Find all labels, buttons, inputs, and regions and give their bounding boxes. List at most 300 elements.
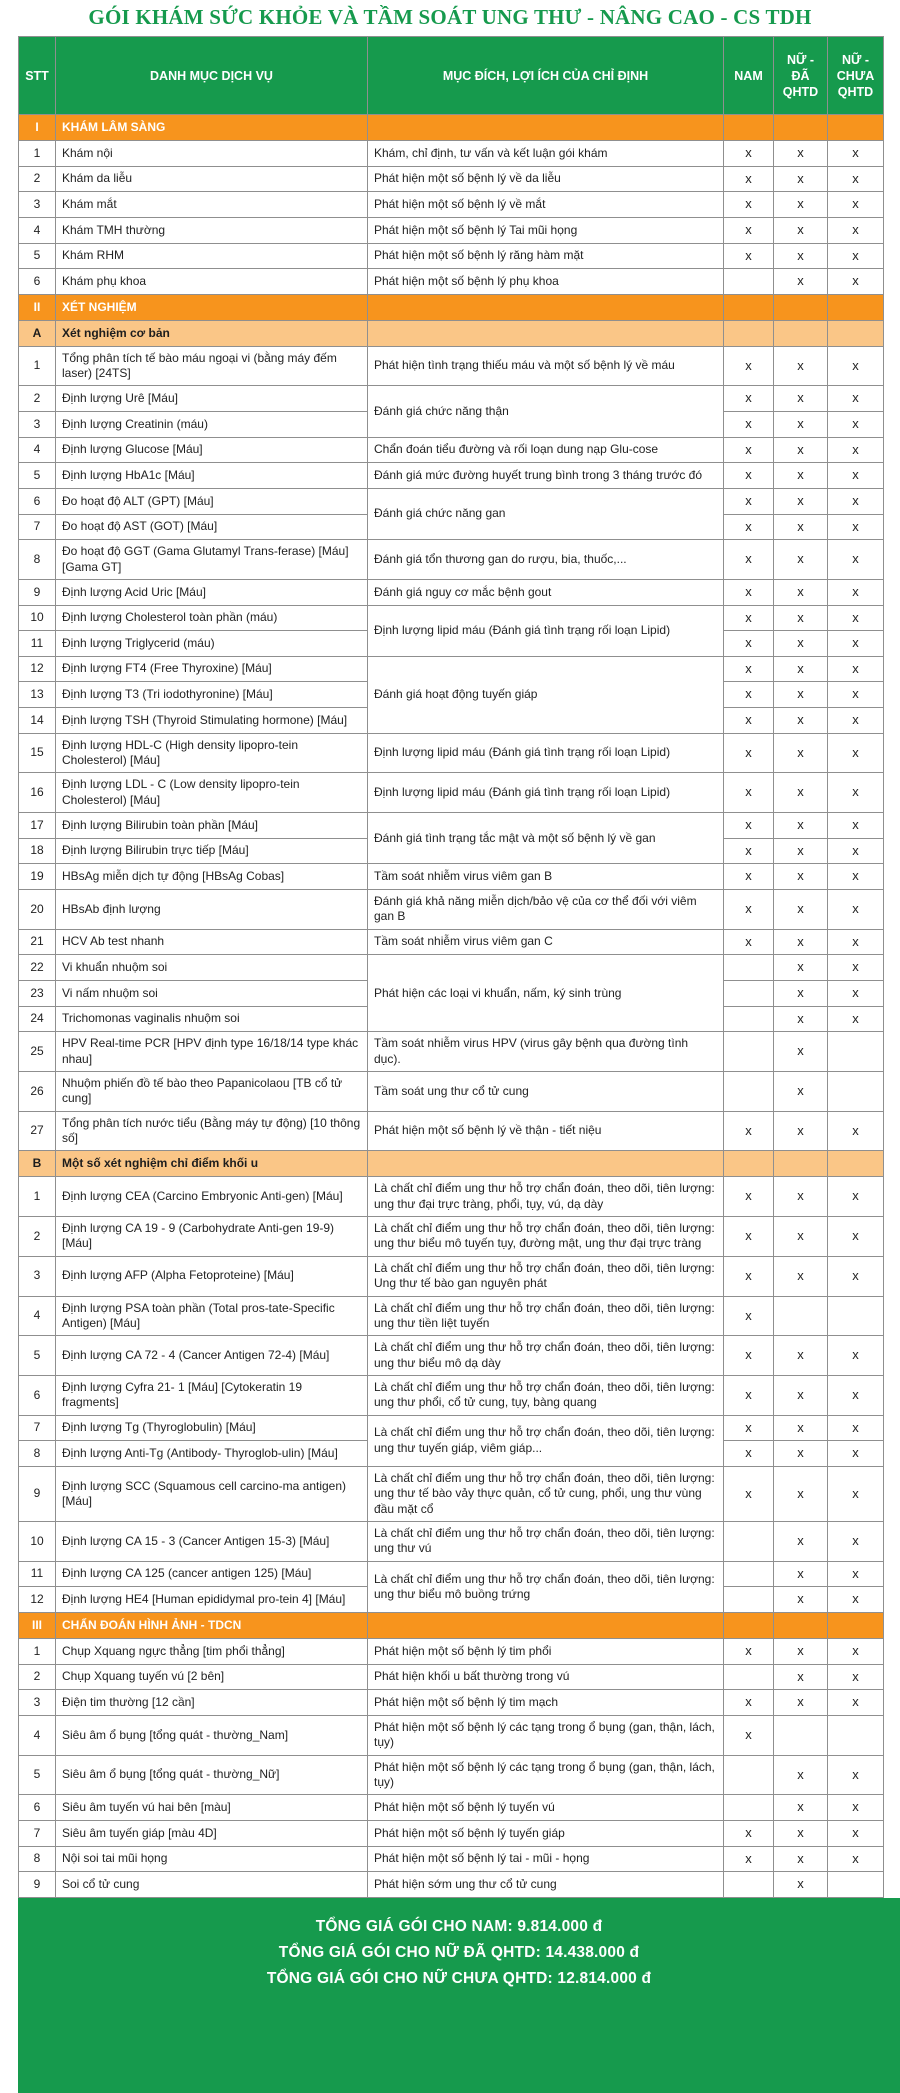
check-cell-nam: x [724,631,774,657]
service-cell: Định lượng Creatinin (máu) [56,412,368,438]
check-cell-nu-da-qhtd: x [774,1846,828,1872]
service-row [19,1638,884,1664]
table-header-row [19,37,884,115]
column-header-purpose: MỤC ĐÍCH, LỢI ÍCH CỦA CHỈ ĐỊNH [368,37,724,115]
check-cell-nu-da-qhtd: x [774,1441,828,1467]
service-table [18,36,884,1898]
check-cell-nu-chua-qhtd: x [828,166,884,192]
check-cell-nam: x [724,813,774,839]
service-cell: Định lượng PSA toàn phần (Total pros-tate-Specific Antigen) [Máu] [56,1296,368,1336]
service-row [19,488,884,514]
check-cell-nam [724,1664,774,1690]
stt-cell: 5 [19,1755,56,1795]
service-row [19,1111,884,1151]
purpose-cell: Đánh giá mức đường huyết trung bình trong 3 tháng trước đó [368,463,724,489]
check-cell-nam: x [724,1690,774,1716]
stt-cell: 4 [19,1715,56,1755]
check-cell-nam: x [724,656,774,682]
check-cell-nu-chua-qhtd: x [828,346,884,386]
section-label-cell: Xét nghiệm cơ bản [56,320,368,346]
stt-cell: 11 [19,1561,56,1587]
stt-cell: 21 [19,929,56,955]
stt-cell: 26 [19,1071,56,1111]
check-cell-nu-da-qhtd: x [774,1111,828,1151]
stt-cell: 1 [19,346,56,386]
check-cell-nu-chua-qhtd: x [828,412,884,438]
check-cell-nu-da-qhtd: x [774,141,828,167]
check-cell-nam: x [724,864,774,890]
check-cell-nu-chua-qhtd: x [828,437,884,463]
stt-cell: 13 [19,682,56,708]
section-empty-cell [368,320,724,346]
check-cell-nu-da-qhtd: x [774,192,828,218]
purpose-cell: Phát hiện khối u bất thường trong vú [368,1664,724,1690]
service-cell: Chụp Xquang tuyến vú [2 bên] [56,1664,368,1690]
service-cell: Định lượng HbA1c [Máu] [56,463,368,489]
check-cell-nu-da-qhtd: x [774,1177,828,1217]
service-cell: Định lượng CA 15 - 3 (Cancer Antigen 15-3) [Máu] [56,1522,368,1562]
check-cell-nu-chua-qhtd: x [828,1111,884,1151]
check-cell-nu-chua-qhtd: x [828,929,884,955]
check-cell-nam [724,955,774,981]
section-label-cell: KHÁM LÂM SÀNG [56,115,368,141]
purpose-cell: Tầm soát ung thư cổ tử cung [368,1071,724,1111]
check-cell-nu-da-qhtd: x [774,346,828,386]
purpose-cell: Phát hiện một số bệnh lý các tạng trong ổ bụng (gan, thận, lách, tụy) [368,1715,724,1755]
service-cell: Định lượng CA 19 - 9 (Carbohydrate Anti-gen 19-9) [Máu] [56,1217,368,1257]
service-cell: Đo hoạt độ AST (GOT) [Máu] [56,514,368,540]
service-row [19,1177,884,1217]
check-cell-nu-chua-qhtd: x [828,708,884,734]
check-cell-nu-da-qhtd: x [774,269,828,295]
check-cell-nu-da-qhtd: x [774,773,828,813]
table-header [19,37,884,115]
purpose-cell: Là chất chỉ điểm ung thư hỗ trợ chẩn đoán, theo dõi, tiên lượng: ung thư vú [368,1522,724,1562]
check-cell-nu-da-qhtd: x [774,955,828,981]
check-cell-nu-da-qhtd: x [774,1561,828,1587]
check-cell-nu-da-qhtd: x [774,579,828,605]
purpose-cell: Phát hiện một số bệnh lý tim mạch [368,1690,724,1716]
check-cell-nu-chua-qhtd [828,1071,884,1111]
section-empty-cell [724,1612,774,1638]
service-cell: Định lượng Tg (Thyroglobulin) [Máu] [56,1415,368,1441]
purpose-cell: Phát hiện sớm ung thư cổ tử cung [368,1872,724,1898]
check-cell-nam: x [724,579,774,605]
check-cell-nu-da-qhtd: x [774,386,828,412]
stt-cell: 23 [19,980,56,1006]
service-row [19,813,884,839]
check-cell-nam [724,1032,774,1072]
check-cell-nam [724,1561,774,1587]
stt-cell: 4 [19,437,56,463]
check-cell-nam: x [724,838,774,864]
section-empty-cell [724,294,774,320]
service-row [19,192,884,218]
service-row [19,1217,884,1257]
check-cell-nu-chua-qhtd: x [828,579,884,605]
check-cell-nu-chua-qhtd: x [828,1177,884,1217]
service-cell: Định lượng Cholesterol toàn phần (máu) [56,605,368,631]
purpose-cell: Phát hiện tình trạng thiếu máu và một số bệnh lý về máu [368,346,724,386]
check-cell-nam [724,980,774,1006]
service-row [19,1296,884,1336]
check-cell-nu-da-qhtd: x [774,838,828,864]
purpose-cell: Là chất chỉ điểm ung thư hỗ trợ chẩn đoán, theo dõi, tiên lượng: ung thư biểu mô buồng trứng [368,1561,724,1612]
purpose-cell: Đánh giá tổn thương gan do rượu, bia, thuốc,... [368,540,724,580]
check-cell-nam: x [724,733,774,773]
service-row [19,1690,884,1716]
column-header-nam: NAM [724,37,774,115]
stt-cell: 6 [19,1375,56,1415]
service-cell: Định lượng LDL - C (Low density lipopro-tein Cholesterol) [Máu] [56,773,368,813]
check-cell-nam: x [724,890,774,930]
service-cell: Siêu âm ổ bụng [tổng quát - thường_Nam] [56,1715,368,1755]
service-row [19,463,884,489]
check-cell-nu-chua-qhtd: x [828,631,884,657]
stt-cell: 8 [19,1441,56,1467]
service-cell: Đo hoạt độ ALT (GPT) [Máu] [56,488,368,514]
purpose-cell: Là chất chỉ điểm ung thư hỗ trợ chẩn đoán, theo dõi, tiên lượng: ung thư biểu mô tuyến tụy, đường mật, ung thư đại trực tràng [368,1217,724,1257]
service-cell: Định lượng SCC (Squamous cell carcino-ma antigen) [Máu] [56,1466,368,1521]
section-empty-cell [368,1612,724,1638]
service-cell: Tổng phân tích nước tiểu (Bằng máy tự động) [10 thông số] [56,1111,368,1151]
purpose-cell: Phát hiện một số bệnh lý về da liễu [368,166,724,192]
service-cell: Trichomonas vaginalis nhuộm soi [56,1006,368,1032]
service-cell: Đo hoạt độ GGT (Gama Glutamyl Trans-ferase) [Máu] [Gama GT] [56,540,368,580]
service-cell: HPV Real-time PCR [HPV định type 16/18/14 type khác nhau] [56,1032,368,1072]
check-cell-nam: x [724,243,774,269]
service-row [19,1795,884,1821]
section-empty-cell [724,320,774,346]
column-header-stt: STT [19,37,56,115]
stt-cell: 17 [19,813,56,839]
check-cell-nu-chua-qhtd [828,1872,884,1898]
check-cell-nu-chua-qhtd: x [828,980,884,1006]
section-empty-cell [774,115,828,141]
section-empty-cell [368,294,724,320]
service-cell: Định lượng CEA (Carcino Embryonic Anti-gen) [Máu] [56,1177,368,1217]
check-cell-nam: x [724,141,774,167]
service-row [19,1664,884,1690]
stt-cell: 7 [19,1415,56,1441]
purpose-cell: Là chất chỉ điểm ung thư hỗ trợ chẩn đoán, theo dõi, tiên lượng: ung thư tuyến giáp, viêm giáp... [368,1415,724,1466]
stt-cell: 15 [19,733,56,773]
stt-cell: 2 [19,1664,56,1690]
check-cell-nu-chua-qhtd: x [828,955,884,981]
service-row [19,1715,884,1755]
stt-cell: 25 [19,1032,56,1072]
check-cell-nam [724,1006,774,1032]
check-cell-nu-da-qhtd: x [774,1032,828,1072]
check-cell-nu-da-qhtd: x [774,1256,828,1296]
service-row [19,579,884,605]
check-cell-nam [724,1522,774,1562]
service-row [19,346,884,386]
purpose-cell: Phát hiện một số bệnh lý tuyến vú [368,1795,724,1821]
stt-cell: 9 [19,1872,56,1898]
check-cell-nam: x [724,929,774,955]
check-cell-nam: x [724,540,774,580]
total-price-nu-chua-qhtd: TỔNG GIÁ GÓI CHO NỮ CHƯA QHTD: 12.814.000 đ [266,1969,652,1987]
service-row [19,1466,884,1521]
service-cell: Khám nội [56,141,368,167]
service-cell: Định lượng Glucose [Máu] [56,437,368,463]
service-row [19,733,884,773]
stt-cell: 7 [19,1820,56,1846]
section-id-cell: III [19,1612,56,1638]
check-cell-nu-chua-qhtd: x [828,1375,884,1415]
service-cell: Định lượng T3 (Tri iodothyronine) [Máu] [56,682,368,708]
service-cell: Định lượng CA 125 (cancer antigen 125) [Máu] [56,1561,368,1587]
stt-cell: 5 [19,243,56,269]
check-cell-nu-da-qhtd: x [774,1638,828,1664]
check-cell-nu-da-qhtd: x [774,1217,828,1257]
check-cell-nu-chua-qhtd: x [828,141,884,167]
service-row [19,1872,884,1898]
service-cell: Định lượng Triglycerid (máu) [56,631,368,657]
check-cell-nam: x [724,514,774,540]
purpose-cell: Chẩn đoán tiểu đường và rối loạn dung nạp Glu-cose [368,437,724,463]
stt-cell: 3 [19,412,56,438]
purpose-cell: Phát hiện một số bệnh lý Tai mũi họng [368,217,724,243]
check-cell-nu-da-qhtd: x [774,733,828,773]
stt-cell: 10 [19,605,56,631]
check-cell-nu-chua-qhtd: x [828,1561,884,1587]
check-cell-nu-chua-qhtd: x [828,773,884,813]
service-row [19,929,884,955]
purpose-cell: Là chất chỉ điểm ung thư hỗ trợ chẩn đoán, theo dõi, tiên lượng: Ung thư tế bào gan nguyên phát [368,1256,724,1296]
check-cell-nu-chua-qhtd: x [828,682,884,708]
service-cell: Soi cổ tử cung [56,1872,368,1898]
service-cell: Định lượng CA 72 - 4 (Cancer Antigen 72-4) [Máu] [56,1336,368,1376]
service-row [19,166,884,192]
service-row [19,540,884,580]
check-cell-nam: x [724,1466,774,1521]
stt-cell: 7 [19,514,56,540]
stt-cell: 5 [19,1336,56,1376]
section-empty-cell [828,320,884,346]
check-cell-nu-chua-qhtd [828,1296,884,1336]
check-cell-nam: x [724,708,774,734]
purpose-cell: Là chất chỉ điểm ung thư hỗ trợ chẩn đoán, theo dõi, tiên lượng: ung thư biểu mô dạ dày [368,1336,724,1376]
service-cell: HCV Ab test nhanh [56,929,368,955]
stt-cell: 1 [19,1638,56,1664]
purpose-cell: Phát hiện một số bệnh lý phụ khoa [368,269,724,295]
service-cell: Khám phụ khoa [56,269,368,295]
section-id-cell: A [19,320,56,346]
stt-cell: 12 [19,1587,56,1613]
stt-cell: 10 [19,1522,56,1562]
service-cell: Định lượng Bilirubin trực tiếp [Máu] [56,838,368,864]
check-cell-nu-da-qhtd: x [774,1415,828,1441]
check-cell-nu-da-qhtd: x [774,1690,828,1716]
stt-cell: 4 [19,217,56,243]
section-header-row-III [19,1612,884,1638]
check-cell-nu-da-qhtd: x [774,1522,828,1562]
section-empty-cell [368,115,724,141]
section-empty-cell [724,1151,774,1177]
check-cell-nu-chua-qhtd: x [828,1820,884,1846]
stt-cell: 6 [19,488,56,514]
stt-cell: 22 [19,955,56,981]
service-cell: Định lượng TSH (Thyroid Stimulating hormone) [Máu] [56,708,368,734]
check-cell-nu-da-qhtd: x [774,217,828,243]
section-empty-cell [368,1151,724,1177]
service-cell: Định lượng HE4 [Human epididymal pro-tein 4] [Máu] [56,1587,368,1613]
section-empty-cell [828,1151,884,1177]
check-cell-nu-da-qhtd: x [774,1375,828,1415]
service-cell: Khám da liễu [56,166,368,192]
check-cell-nu-da-qhtd: x [774,1466,828,1521]
check-cell-nu-da-qhtd: x [774,1587,828,1613]
stt-cell: 6 [19,1795,56,1821]
check-cell-nam: x [724,1638,774,1664]
check-cell-nu-chua-qhtd: x [828,1795,884,1821]
stt-cell: 2 [19,386,56,412]
check-cell-nu-da-qhtd: x [774,1006,828,1032]
check-cell-nu-chua-qhtd: x [828,1466,884,1521]
service-cell: HBsAg miễn dịch tự động [HBsAg Cobas] [56,864,368,890]
service-cell: Nhuộm phiến đồ tế bào theo Papanicolaou [TB cổ tử cung] [56,1071,368,1111]
check-cell-nu-da-qhtd: x [774,540,828,580]
stt-cell: 5 [19,463,56,489]
service-row [19,437,884,463]
section-label-cell: Một số xét nghiệm chỉ điểm khối u [56,1151,368,1177]
check-cell-nu-da-qhtd: x [774,1071,828,1111]
check-cell-nu-da-qhtd: x [774,1755,828,1795]
check-cell-nu-da-qhtd: x [774,488,828,514]
stt-cell: 19 [19,864,56,890]
section-empty-cell [828,115,884,141]
total-price-nu-da-qhtd: TỔNG GIÁ GÓI CHO NỮ ĐÃ QHTD: 14.438.000 đ [278,1943,640,1961]
stt-cell: 9 [19,1466,56,1521]
check-cell-nu-chua-qhtd: x [828,1256,884,1296]
purpose-cell: Định lượng lipid máu (Đánh giá tình trạng rối loạn Lipid) [368,605,724,656]
check-cell-nu-da-qhtd: x [774,166,828,192]
service-row [19,955,884,981]
check-cell-nu-chua-qhtd: x [828,514,884,540]
check-cell-nu-chua-qhtd: x [828,864,884,890]
check-cell-nam [724,1795,774,1821]
purpose-cell: Là chất chỉ điểm ung thư hỗ trợ chẩn đoán, theo dõi, tiên lượng: ung thư đại trực tràng, phổi, tụy, vú, dạ dày [368,1177,724,1217]
column-header-nu-da-qhtd: NỮ - ĐÃ QHTD [774,37,828,115]
service-cell: Siêu âm ổ bụng [tổng quát - thường_Nữ] [56,1755,368,1795]
service-row [19,773,884,813]
check-cell-nam: x [724,1820,774,1846]
service-cell: Định lượng Cyfra 21- 1 [Máu] [Cytokeratin 19 fragments] [56,1375,368,1415]
check-cell-nam [724,1872,774,1898]
service-cell: Định lượng Anti-Tg (Antibody- Thyroglob-ulin) [Máu] [56,1441,368,1467]
service-row [19,141,884,167]
check-cell-nam: x [724,1256,774,1296]
stt-cell: 6 [19,269,56,295]
stt-cell: 4 [19,1296,56,1336]
service-cell: Nội soi tai mũi họng [56,1846,368,1872]
check-cell-nu-chua-qhtd: x [828,890,884,930]
check-cell-nam: x [724,192,774,218]
stt-cell: 2 [19,1217,56,1257]
check-cell-nu-da-qhtd [774,1296,828,1336]
check-cell-nam: x [724,1715,774,1755]
service-row [19,217,884,243]
check-cell-nu-chua-qhtd: x [828,605,884,631]
service-row [19,1071,884,1111]
service-row [19,269,884,295]
stt-cell: 20 [19,890,56,930]
check-cell-nu-chua-qhtd: x [828,1217,884,1257]
check-cell-nu-da-qhtd: x [774,437,828,463]
service-row [19,243,884,269]
service-cell: Định lượng FT4 (Free Thyroxine) [Máu] [56,656,368,682]
purpose-cell: Phát hiện một số bệnh lý tai - mũi - họng [368,1846,724,1872]
check-cell-nu-da-qhtd: x [774,1820,828,1846]
section-empty-cell [828,1612,884,1638]
section-header-row-A [19,320,884,346]
check-cell-nam: x [724,166,774,192]
section-empty-cell [774,294,828,320]
check-cell-nam: x [724,1375,774,1415]
check-cell-nu-da-qhtd: x [774,1872,828,1898]
service-cell: Chụp Xquang ngực thẳng [tim phổi thẳng] [56,1638,368,1664]
check-cell-nam: x [724,412,774,438]
check-cell-nam: x [724,1217,774,1257]
check-cell-nu-da-qhtd: x [774,929,828,955]
service-row [19,1032,884,1072]
total-price-nam: TỔNG GIÁ GÓI CHO NAM: 9.814.000 đ [315,1917,603,1935]
check-cell-nu-chua-qhtd: x [828,813,884,839]
check-cell-nu-da-qhtd: x [774,631,828,657]
page-title: GÓI KHÁM SỨC KHỎE VÀ TẦM SOÁT UNG THƯ - NÂNG CAO - CS TDH [88,5,812,29]
check-cell-nam: x [724,1177,774,1217]
check-cell-nam: x [724,346,774,386]
stt-cell: 3 [19,1256,56,1296]
purpose-cell: Phát hiện một số bệnh lý tim phổi [368,1638,724,1664]
check-cell-nu-da-qhtd [774,1715,828,1755]
column-header-service: DANH MỤC DỊCH VỤ [56,37,368,115]
service-cell: Vi khuẩn nhuộm soi [56,955,368,981]
purpose-cell: Đánh giá khả năng miễn dịch/bảo vệ của cơ thể đối với viêm gan B [368,890,724,930]
section-header-row-I [19,115,884,141]
section-id-cell: B [19,1151,56,1177]
purpose-cell: Phát hiện các loại vi khuẩn, nấm, ký sinh trùng [368,955,724,1032]
service-row [19,386,884,412]
check-cell-nu-chua-qhtd: x [828,269,884,295]
check-cell-nu-da-qhtd: x [774,463,828,489]
stt-cell: 12 [19,656,56,682]
service-cell: Định lượng Acid Uric [Máu] [56,579,368,605]
check-cell-nam: x [724,1441,774,1467]
service-cell: Tổng phân tích tế bào máu ngoại vi (bằng máy đếm laser) [24TS] [56,346,368,386]
service-cell: Điện tim thường [12 cần] [56,1690,368,1716]
check-cell-nam: x [724,488,774,514]
purpose-cell: Định lượng lipid máu (Đánh giá tình trạng rối loạn Lipid) [368,733,724,773]
service-row [19,1256,884,1296]
check-cell-nam: x [724,1336,774,1376]
purpose-cell: Đánh giá chức năng thận [368,386,724,437]
service-cell: Định lượng Bilirubin toàn phần [Máu] [56,813,368,839]
check-cell-nu-chua-qhtd: x [828,386,884,412]
check-cell-nu-chua-qhtd: x [828,192,884,218]
check-cell-nam: x [724,1296,774,1336]
check-cell-nam: x [724,437,774,463]
check-cell-nu-chua-qhtd [828,1032,884,1072]
section-header-row-B [19,1151,884,1177]
stt-cell: 27 [19,1111,56,1151]
stt-cell: 9 [19,579,56,605]
check-cell-nam: x [724,386,774,412]
service-row [19,864,884,890]
check-cell-nu-da-qhtd: x [774,864,828,890]
